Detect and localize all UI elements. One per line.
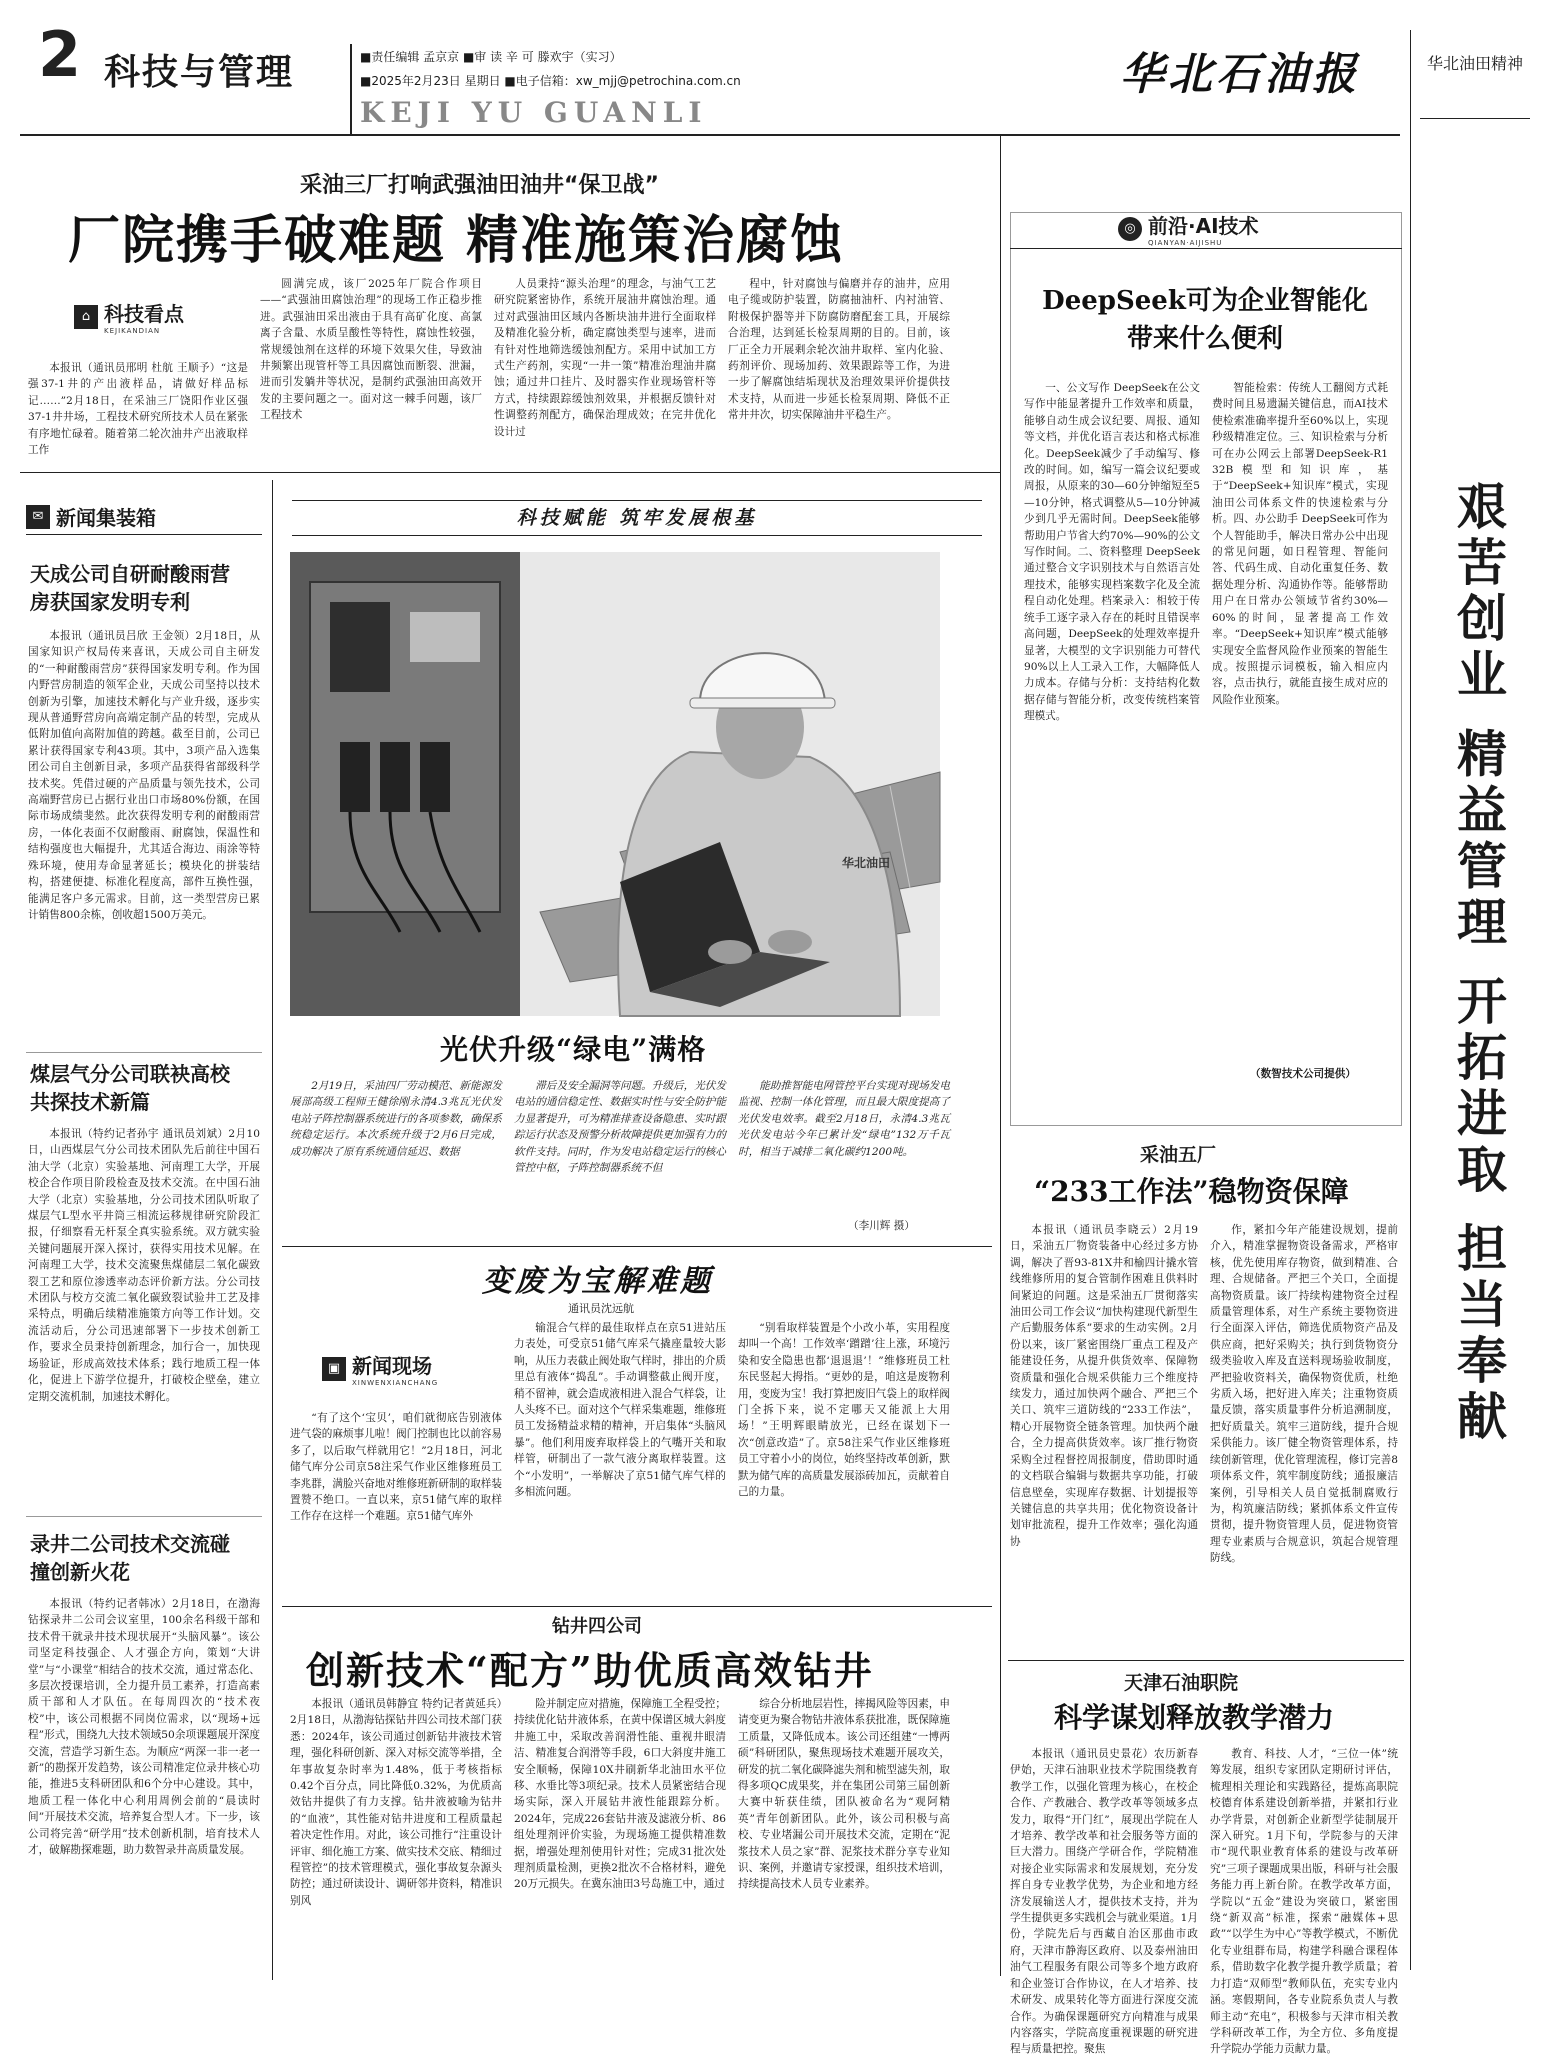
spirit-title: 华北油田精神	[1426, 54, 1523, 73]
paper-logo: 华北石油报	[1120, 49, 1360, 100]
news-item-body: 本报讯（通讯员吕欣 王金领）2月18日，从国家知识产权局传来喜讯，天成公司自主研发的“一种耐酸雨营房”获得国家发明专利。作为国内野营房制造的领军企业，天成公司坚持以技术创新为引擎，加速技术孵化与产业升级，逐步实现从普通野营房向高端定制产品的转型，完成从低附加值向高附加值的跨越。截至目前，公司已累计获得国家专利43项。其中，3项产品入选集团公司自主创新目录，多项产品获得省部级科学技术奖。凭借过硬的产品质量与领先技术，公司高端野营房已占据行业出口市场80%份额，在国际市场成绩斐然。此次获得发明专利的耐酸雨营房，一体化表面不仅耐酸雨、耐腐蚀，保温性和结构强度也大幅提升，尤其适合海边、雨涂等特殊环境，使用寿命显著延长；模块化的拼装结构，搭建便捷、标准化程度高，部件互换性强，能满足客户多元需求。目前，这一类型营房已累计销售800余栋，创收超1500万美元。	[28, 630, 260, 921]
globe-icon: ◎	[1118, 217, 1142, 241]
lead-col-4: 程中，针对腐蚀与偏磨并存的油井，应用电子缆或防护装置，防腐抽油杆、内衬油管、附极保护器等并下防腐防磨配套工具，开展综合治理，达到延长检泵周期的目的。目前，该厂正全力开展剩余轮次油井取样、室内化验、药剂评价、现场加药、效果跟踪等工作，为进一步了解腐蚀结垢现状及治理效果评价提供技术支持，从而进一步延长检泵周期、降低不正常井井次，切实保障油井平稳生产。	[728, 278, 950, 422]
ai-col-2: 智能检索：传统人工翻阅方式耗费时间且易遗漏关键信息，而AI技术使检索准确率提升至60%以上，实现秒级精准定位。三、知识检索与分析 可在办公网云上部署DeepSeek-R1 32B模型和知识库，基于“DeepSeek+知识库”模式，实现油田公司体系文件的快速检索与分析。四、办公助手 DeepSeek可作为个人智能助手，解决日常办公中出现的常见问题，如日程管理、智能问答、代码生成、自动化重复任务、数据处理分析、沟通协作等。能够帮助用户在日常办公领域节省约30%—60%的时间，显著提高工作效率。“DeepSeek+知识库”模式能够实现安全监督风险作业预案的智能生成。按照提示词模板，输入相应内容，点击执行，就能直接生成对应的风险作业预案。	[1212, 382, 1388, 706]
lead-col-1: 本报讯（通讯员邢明 杜航 王顺予）“这是强37-1井的产出液样品，请做好样品标记……”2月18日，在采油三厂饶阳作业区强37-1井井场，工程技术研究所技术人员在紧张有序地忙碌着。随着第二轮次油井产出液取样工作	[28, 362, 248, 457]
lead-col-2: 圆满完成，该厂2025年厂院合作项目——“武强油田腐蚀治理”的现场工作正稳步推进。武强油田采出液由于具有高矿化度、高氯离子含量、水质呈酸性等特性，腐蚀性较强，常规缓蚀剂在这样的环境下效果欠佳，导致油井频繁出现管杆等工具因腐蚀而断裂、泄漏，进而引发躺井等状况，是制约武强油田高效开发的主要问题之一。面对这一棘手问题，该厂工程技术	[260, 278, 482, 422]
news-item-title: 煤层气分公司联袂高校共探技术新篇	[30, 1062, 230, 1114]
material-col-1: 本报讯（通讯员李晓云）2月19日，采油五厂物资装备中心经过多方协调，解决了晋93-81X井和榆四计撬水管线维修所用的复合管制作困难且供料时间紧迫的问题。这是采油五厂贯彻落实油田公司工作会议“加快构建现代新型生产后勤服务体系”要求的生动实例。2月份以来，该厂紧密围绕厂重点工程及产能建设任务，从提升供货效率、保障物资质量和强化合规采供能力三个维度持续发力，通过加快两个融合、严把三个关口、筑牢三道防线的“233工作法”，精心开展物资全链条管理。加快两个融合，全力提高供货效率。该厂推行物资采购全过程督控周报制度，借助即时通的文档联合编辑与数据共享功能，打破信息壁垒，实现库存数据、计划提报等关键信息的共享共用；优化物资设备计划审批流程，提升工作效率；强化沟通协	[1010, 1224, 1198, 1548]
news-item-title: 天成公司自研耐酸雨营房获国家发明专利	[30, 562, 230, 614]
photo-banner: 科技赋能 筑牢发展根基	[292, 500, 982, 536]
teaching-col-2: 教育、科技、人才，“三位一体”统筹发展，组织专家团队定期研讨评估，梳理相关理论和实践路径，提炼高职院校德育体系建设创新举措，并紧扣行业办学背景，对创新企业新型学徒制展开深入研究。1月下旬，学院参与的天津市“现代职业教育体系的建设与改革研究”三项子课题成果出版，科研与社会服务能力再上新台阶。在教学改革方面，学院以“五金”建设为突破口，紧密围绕“新双高”标准，探索“融媒体+思政”“以学生为中心”等教学模式，不断优化专业组群布局，构建学科融合课程体系，借助数字化教学提升教学质量；着力打造“双师型”教师队伍，充实专业内涵。寒假期间，各专业院系负责人与教师主动“充电”，积极参与天津市相关教学科研改革工作，为全方位、多角度提升学院办学能力贡献力量。	[1210, 1748, 1398, 2056]
label-kejikandian: ⌂ 科技看点 KEJIKANDIAN	[74, 298, 184, 335]
material-col-2: 作，紧扣今年产能建设规划，提前介入，精准掌握物资设备需求，严格审核，优先使用库存物资，做到精准、合理、合规储备。严把三个关口，全面提高物资质量。该厂持续构建物资全过程质量管理体系，对生产系统主要物资进行全面深入评估，筛选优质物资产品及供应商，把好采购关；执行到货物资分级类验收入库及直送料现场验收制度，严把验收资料关，确保物资优质，杜绝劣质入场，把好进入库关；注重物资质量反馈，落实质量事件分析追溯制度，把好质量关。筑牢三道防线，提升合规采供能力。该厂健全物资管理体系，持续创新管理，优化管理流程，修订完善8项体系文件，筑牢制度防线；通报廉洁案例，引导相关人员自觉抵制腐败行为，构筑廉洁防线；紧抓体系文件宣传贯彻，提升物资管理人员，促进物资管理专业素质与合规意识，筑起合规管理防线。	[1210, 1224, 1398, 1565]
lead-headline: 厂院携手破难题 精准施策治腐蚀	[68, 211, 845, 271]
drilling-kicker: 钻井四公司	[552, 1616, 642, 1637]
waste-headline: 变废为宝解难题	[482, 1264, 713, 1299]
teaching-kicker: 天津石油职院	[1124, 1672, 1239, 1694]
label-ai-frontier: ◎ 前沿·AI技术 QIANYAN·AIJISHU	[1118, 210, 1259, 247]
drilling-headline: 创新技术“配方”助优质高效钻井	[306, 1648, 874, 1693]
masthead	[0, 0, 1544, 135]
photo-col-1: 2月19日，采油四厂劳动模范、新能源发展部高级工程师王健徐刚永清4.3兆瓦光伏发电站子阵控制器系统进行的各项参数，确保系统稳定运行。本次系统升级于2月6日完成，成功解决了原有系统通信延迟、数据	[290, 1080, 502, 1158]
photo-col-3: 能助推智能电网管控平台实现对现场发电监视、控制一体化管理，而且最大限度提高了光伏发电效率。截至2月18日，永清4.3兆瓦光伏发电站今年已累计发“绿电”132万千瓦时，相当于减排二氧化碳约1200吨。	[738, 1080, 950, 1158]
ai-headline-2: 带来什么便利	[1126, 324, 1283, 354]
ai-col-1: 一、公文写作 DeepSeek在公文写作中能显著提升工作效率和质量，能够自动生成会议纪要、周报、通知等文档，并优化语言表达和格式标准化。DeepSeek减少了手动编写、修改的时间。如，编写一篇会议纪要或周报，从原来的30—60分钟缩短至5—10分钟，格式调整从5—10分钟减少到几乎无需时间。DeepSeek能够帮助用户节省大约70%—90%的公文写作时间。二、资料整理 DeepSeek通过整合文字识别技术与自然语言处理技术，能够实现档案数字化及全流程自动化处理。档案录入：相较于传统手工逐字录入存在的耗时且错误率高问题，DeepSeek的处理效率提升显著，大模型的文字识别能力可替代90%以上人工录入工作，大幅降低人力成本。存储与分析：支持结构化数据存储与智能分析，改变传统档案管理模式。	[1024, 382, 1200, 723]
spirit-motto: 艰苦创业 精益管理 开拓进取 担当奉献	[1449, 480, 1507, 1447]
photo-col-2: 滞后及安全漏洞等问题。升级后，光伏发电站的通信稳定性、数据实时性与安全防护能力显著提升，可为精准排查设备隐患、实时跟踪运行状态及预警分析故障提供更加强有力的软件支持。同时，作为发电站稳定运行的核心管控中枢，子阵控制器系统不但	[514, 1080, 726, 1175]
photo-credit: （李川辉 摄）	[848, 1220, 915, 1232]
material-kicker: 采油五厂	[1140, 1144, 1217, 1166]
photo-solar-engineer	[290, 552, 940, 1016]
teaching-headline: 科学谋划释放教学潜力	[1054, 1701, 1335, 1734]
photo-illustration	[290, 552, 940, 1016]
drilling-col-1: 本报讯（通讯员韩静宜 特约记者黄延兵）2月18日，从渤海钻探钻井四公司技术部门获悉：2024年，该公司通过创新钻井液技术管理，强化科研创新、深入对标交流等举措，全年事故复杂时率为1.48%，低于考核指标0.42个百分点，同比降低0.32%，为优质高效钻井提供了有力支撑。钻井液被喻为钻井的“血液”，其性能对钻井进度和工程质量起着决定性作用。对此，该公司推行“注重设计评审、细化施工方案、做实技术交底、精细过程管控”的技术管理模式，强化事故复杂源头防控；通过研读设计、调研邻井资料，精准识别风	[290, 1698, 502, 1907]
news-item-title: 录井二公司技术交流碰撞创新火花	[30, 1532, 230, 1584]
uniform-badge-text: 华北油田	[842, 856, 891, 870]
house-icon: ⌂	[74, 305, 98, 329]
label-news-collection: ✉ 新闻集装箱	[26, 502, 156, 531]
ai-headline-1: DeepSeek可为企业智能化	[1042, 286, 1368, 316]
photo-headline: 光伏升级“绿电”满格	[440, 1033, 707, 1066]
section-title: 科技与管理	[104, 52, 295, 93]
waste-col-3: “别看取样装置是个小改小革，实用程度却叫一个高！工作效率‘蹭蹭’往上涨，环境污染和安全隐患也都‘退退退’！”维修班员工杜东民竖起大拇指。“更妙的是，咱这是废物利用，变废为宝！我打算把废旧气袋上的取样阀门全拆下来，说不定哪天又能派上大用场！”王明辉眼睛放光，已经在谋划下一次“创意改造”了。京58注采气作业区维修班员工守着小小的岗位，始终坚持改革创新，默默为储气库的高质量发展添砖加瓦，贡献着自己的力量。	[738, 1322, 950, 1499]
drilling-col-3: 综合分析地层岩性，摔揭风险等因素，申请变更为聚合物钻井液体系获批准，既保障施工质量，又降低成本。该公司还组建“一博两硕”科研团队，聚焦现场技术难题开展攻关，研发的抗二氧化碳降滤失剂和梳型滤失剂，取得多项QC成果奖，并在集团公司第三届创新大赛中斩获佳绩，团队被命名为“观阿精英”青年创新团队。此外，该公司积极与高校、专业堵漏公司开展技术交流，定期在“泥浆技术人员之家”群、泥浆技术群分享专业知识、案例，并邀请专家授课，组织技术培训，持续提高技术人员专业素养。	[738, 1698, 950, 1891]
waste-byline: 通讯员沈远航	[568, 1302, 634, 1315]
drilling-col-2: 险并制定应对措施，保障施工全程受控；持续优化钻井液体系，在黄中保谱区城大斜度井施工中，采取改善润滑性能、重视井眼清洁、精准复合润滑等手段，6口大斜度井施工安全顺畅，保障10X井刷新华北油田水平位移、水垂比等3项纪录。技术人员紧密结合现场实际，深入开展钻井液性能跟踪分析。2024年，完成226套钻井液及滤液分析、86组处理剂评价实验，为现场施工提供精准数据，增强处理剂使用针对性；完成31批次处理剂质量检测，更换2批次不合格材料，避免20万元损失。在冀东油田3号岛施工中，通过	[514, 1698, 726, 1891]
section-pinyin: KEJI YU GUANLI	[360, 96, 708, 129]
waste-col-1: “有了这个‘宝贝’，咱们就彻底告别液体进气袋的麻烦事儿啦！阀门控制也比以前容易多了，以后取气样就用它！”2月18日，河北储气库分公司京58注采气作业区维修班员工李兆群，满脸兴奋地对维修班新研制的取样装置赞不绝口。一直以来，京51储气库的取样工作存在这样一个难题。京51储气库外	[290, 1412, 502, 1523]
news-icon: ✉	[26, 505, 50, 529]
date-line: ■2025年2月23日 星期日 ■电子信箱：xw_mjj@petrochina.com.cn	[360, 74, 741, 88]
editor-line: ■责任编辑 孟京京 ■审 读 辛 可 滕欢宇（实习）	[360, 50, 622, 64]
waste-col-2: 输混合气样的最佳取样点在京51进站压力表处，可受京51储气库采气撬座量较大影响，从压力表截止阀处取气样时，排出的介质里总有液体“捣乱”。手动调整截止阀开度，稍不留神，就会造成液相进入混合气样袋，让人头疼不已。面对这个气样采集难题，维修班员工发扬精益求精的精神，开启集体“头脑风暴”。他们利用废弃取样袋上的气嘴开关和取样管，研制出了一款气液分离取样装置。这个“小发明”，一举解决了京51储气库气样的多相流问题。	[514, 1322, 726, 1499]
label-news-scene: ▣ 新闻现场 XINWENXIANCHANG	[322, 1350, 438, 1387]
ai-credit: （数智技术公司提供）	[1250, 1068, 1356, 1080]
lead-col-3: 人员秉持“源头治理”的理念，与油气工艺研究院紧密协作，系统开展油井腐蚀治理。通过对武强油田区域内各断块油井进行全面取样及精准化验分析，确定腐蚀类型与速率，进而有针对性地筛选缓蚀剂配方。采用中试加工方式生产药剂，实现“一井一策”精准治理油井腐蚀；通过井口挂片、及时器实作业现场管杆等方式，持续跟踪缓蚀剂效果，并根据反馈针对性调整药剂配方，确保治理成效；在完井优化设计过	[494, 278, 716, 438]
truck-icon: ▣	[322, 1357, 346, 1381]
material-headline: “233工作法”稳物资保障	[1034, 1175, 1349, 1208]
page-number: 2	[38, 18, 82, 91]
news-item-body: 本报讯（特约记者孙宇 通讯员刘斌）2月10日，山西煤层气分公司技术团队先后前往中国石油大学（北京）实验基地、河南理工大学，开展校企合作项目阶段检查及技术交流。在中国石油大学（北京）实验基地，分公司技术团队听取了煤层气L型水平井筒三相流运移规律研究阶段汇报，仔细察看无杆泵全真实验系统。双方就实验关键问题展开深入探讨，获得实用技术见解。在河南理工大学，技术交流聚焦煤储层二氧化碳致裂工艺和原位渗透率动态评价新方法。分公司技术团队与校方交流二氧化碳致裂试验井工艺及排采特点，明确后续精准施策方向等工作计划。交流活动后，分公司迅速部署下一步技术创新工作，要求全员秉持创新理念，加行合一，加快现场验证，形成高效技术体系；践行地质工程一体化，促进上下游学位提升，打破校企壁垒，建立定期交流机制，加速技术孵化。	[28, 1128, 260, 1403]
lead-kicker: 采油三厂打响武强油田油井“保卫战”	[300, 173, 659, 198]
teaching-col-1: 本报讯（通讯员史景花）农历新春伊始，天津石油职业技术学院围绕教育教学工作，以强化管理为核心，在校企合作、产教融合、教学改革等领域多点发力，取得“开门红”，展现出学院在人才培养、教学改革和社会服务等方面的巨大潜力。围绕产学研合作，学院精准对接企业实际需求和发展规划，充分发挥自身专业教学优势，为企业和地方经济发展输送人才，提供技术支持，并为学生提供更多实践机会与就业渠道。1月份，学院先后与西藏自治区那曲市政府，天津市静海区政府、以及泰州油田油气工程服务有限公司等多个地方政府和企业签订合作协议，在人才培养、技术研发、成果转化等方面进行深度交流合作。为确保课题研究方向精准与成果内容落实，学院高度重视课题的研究进程与质量把控。聚焦	[1010, 1748, 1198, 2056]
news-item-body: 本报讯（特约记者韩冰）2月18日，在渤海钻探录井二公司会议室里，100余名科级干部和技术骨干就录井技术现状展开“头脑风暴”。该公司坚定科技强企、人才强企方向，策划“大讲堂”与“小课堂”相结合的技术交流，通过常态化、多层次授课培训，全力提升员工素养，打造高素质干部和人才队伍。在每周四次的“技术夜校”中，该公司根据不同岗位需求，以“现场+远程”形式，围绕九大技术领域50余项课题展开深度交流，营造学习新生态。为顺应“两深一非一老一新”的勘探开发趋势，该公司精准定位录井核心功能，推进5支科研团队和6个分中心建设。其中，地质工程一体化中心利用周例会前的“晨读时间”开展技术交流，培养复合型人才。下一步，该公司将完善“研学用”技术创新机制，培育技术人才，破解勘探难题，助力数智录井高质量发展。	[28, 1598, 260, 1857]
